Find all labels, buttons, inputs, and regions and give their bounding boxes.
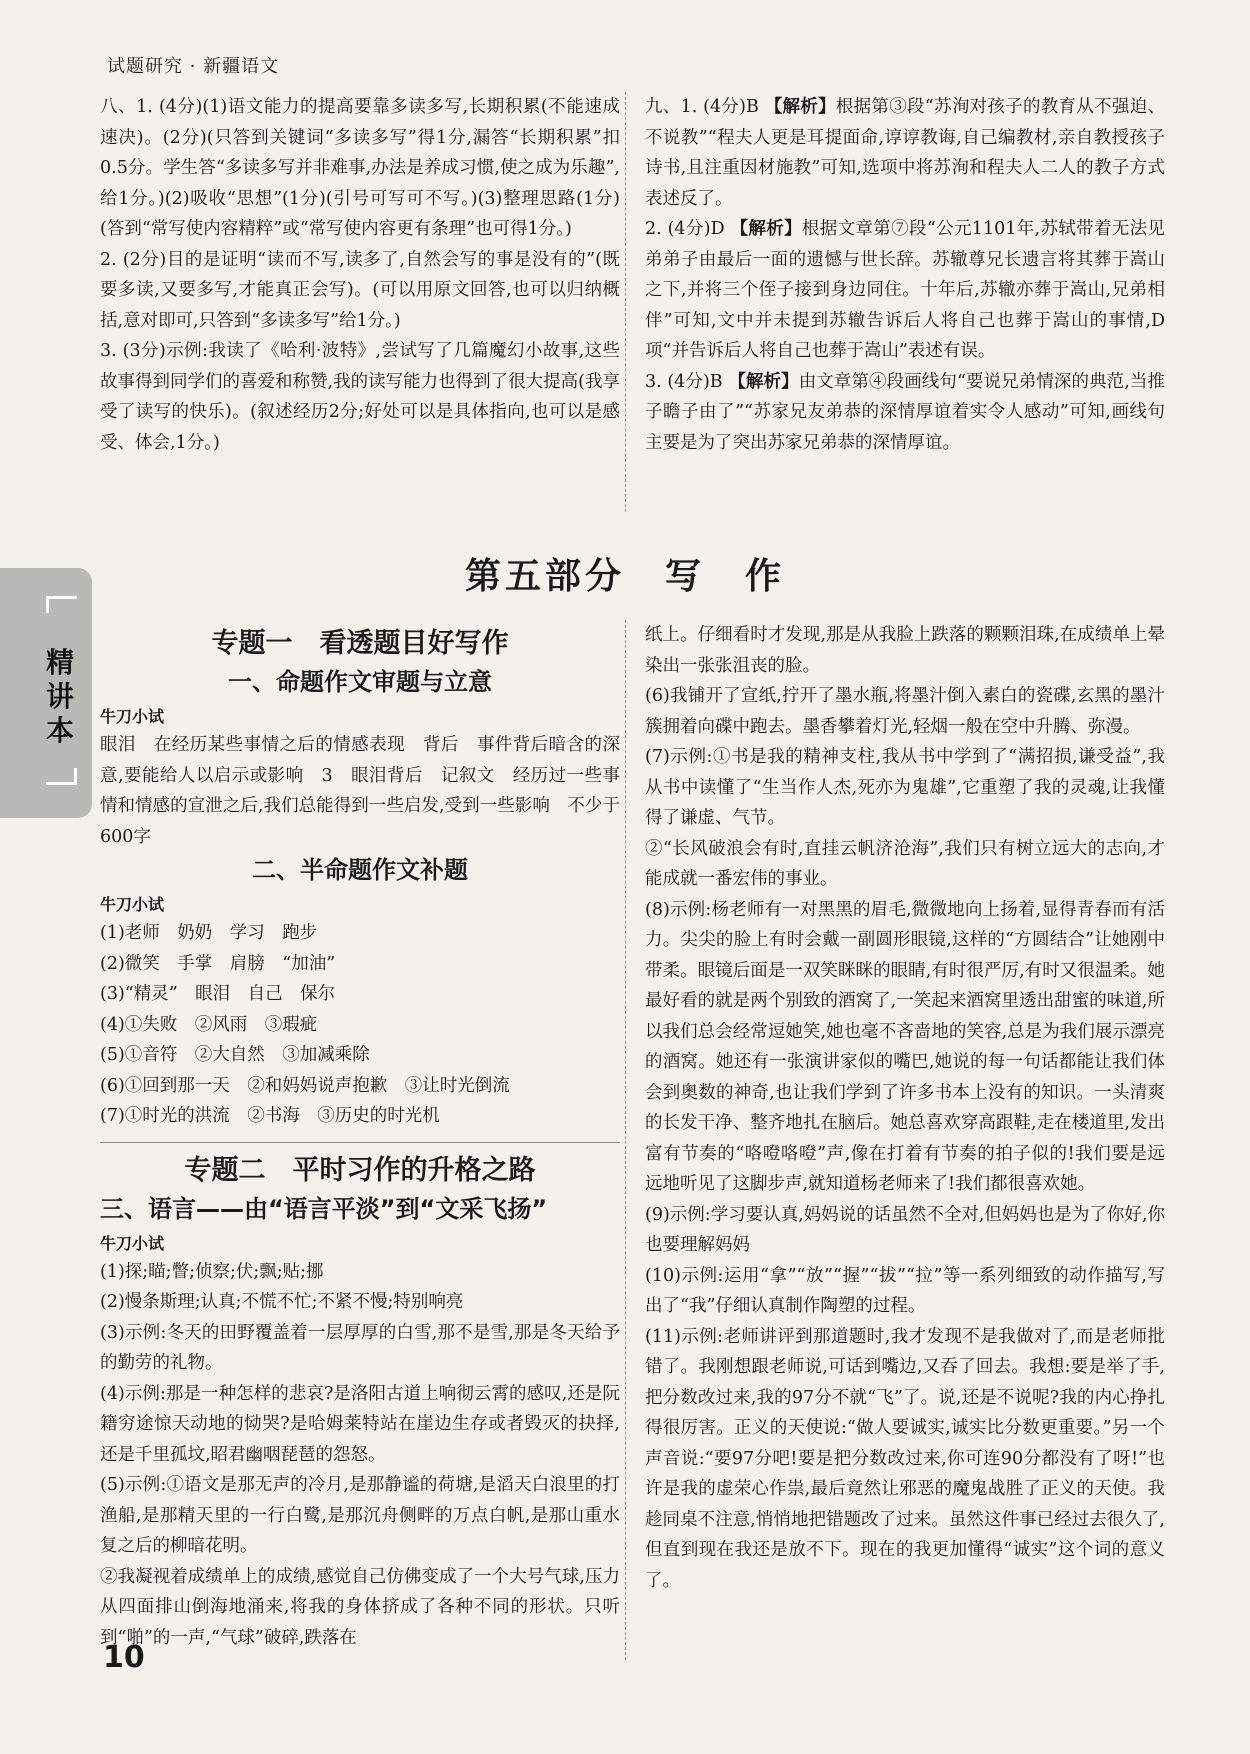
answer-8-1: 八、1. (4分)(1)语文能力的提高要靠多读多写,长期积累(不能速成速决)。(2分)(只答到关键词“多读多写”得1分,漏答“长期积累”扣0.5分。学生答“多读多写并非难事,办法是养成习惯,使之成为乐趣”,给1分。)(2)吸收“思想”(1分)(引号可写可不写。)(3)整理思路(1分)(答到“常写使内容精粹”或“常写使内容更有条理”也可得1分。) xyxy=(100,97,620,239)
answer-item: (10)示例:运用“拿”“放”“握”“拔”“拉”等一系列细致的动作描写,写出了“我”仔细认真制作陶塑的过程。 xyxy=(645,1265,1165,1316)
answers-section-8 xyxy=(100,92,620,458)
answer-item: (9)示例:学习要认真,妈妈说的话虽然不全对,但妈妈也是为了你好,你也要理解妈妈 xyxy=(645,1204,1165,1255)
answer-item: (6)我铺开了宣纸,拧开了墨水瓶,将墨汁倒入素白的瓷碟,玄黑的墨汁簇拥着向碟中跑去。墨香攀着灯光,轻烟一般在空中升腾、弥漫。 xyxy=(645,686,1165,737)
side-tab xyxy=(0,568,92,818)
writing-left-column xyxy=(100,620,620,1653)
answer-item: (11)示例:老师讲评到那道题时,我才发现不是我做对了,而是老师批错了。我刚想跟老师说,可话到嘴边,又吞了回去。我想:要是举了手,把分数改过来,我的97分不就“飞”了。说,还是不说呢?我的内心挣扎得很厉害。正义的天使说:“做人要诚实,诚实比分数更重要。”另一个声音说:“要97分吧!要是把分数改过来,你可连90分都没有了呀!”也许是我的虚荣心作祟,最后竟然让邪恶的魔鬼战胜了正义的天使。我趁同桌不注意,悄悄地把错题改了过来。虽然这件事已经过去很久了,但直到现在我还是放不下。现在的我更加懂得“诚实”这个词的意义了。 xyxy=(645,1326,1165,1591)
tab-bracket-top xyxy=(46,596,77,613)
practice-label: 牛刀小试 xyxy=(100,707,165,726)
sub2-item: (4)①失败 ②风雨 ③瑕疵 xyxy=(100,1014,318,1035)
sub2-item: (7)①时光的洪流 ②书海 ③历史的时光机 xyxy=(100,1106,440,1126)
answer-item: (8)示例:杨老师有一对黑黑的眉毛,微微地向上扬着,显得青春而有活力。尖尖的脸上有时会戴一副圆形眼镜,这样的“方圆结合”让她刚中带柔。眼镜后面是一双笑眯眯的眼睛,有时很严厉,有时又很温柔。她最好看的就是两个别致的酒窝了,一笑起来酒窝里透出甜蜜的味道,所以我们总会经常逗她笑,她也毫不吝啬地的笑容,总是为我们展示漂亮的酒窝。她还有一张演讲家似的嘴巴,她说的每一句话都能让我们体会到奥数的神奇,也让我们学到了许多书本上没有的知识。一头清爽的长发干净、整齐地扎在脑后。她总喜欢穿高跟鞋,走在楼道里,发出富有节奏的“咯噔咯噔”声,像在打着有节奏的拍子似的!我们要是远远地听见了这脚步声,就知道杨老师来了!我们都很喜欢她。 xyxy=(645,899,1165,1194)
sub3-item: (5)示例:①语文是那无声的冷月,是那静谧的荷塘,是滔天白浪里的打渔船,是那精天里的一行白鹭,是那沉舟侧畔的万点白帆,是那山重水复之后的柳暗花明。 xyxy=(100,1475,620,1556)
sub3-item: (2)慢条斯理;认真;不慌不忙;不紧不慢;特别响亮 xyxy=(100,1292,464,1312)
column-divider-top xyxy=(625,92,626,512)
topic-2-subtitle: 三、语言——由“语言平淡”到“文采飞扬” xyxy=(100,1194,548,1223)
page-header: 试题研究 · 新疆语文 xyxy=(107,56,280,77)
answer-9-3: 3. (4分)B 【解析】由文章第④段画线句“要说兄弟情深的典范,当推子瞻子由了”“苏家兄友弟恭的深情厚谊着实令人感动”可知,画线句主要是为了突出苏家兄弟恭的深情厚谊。 xyxy=(645,371,1166,453)
topic-1-title: 专题一 看透题目好写作 xyxy=(211,628,509,659)
sub2-item: (1)老师 奶奶 学习 跑步 xyxy=(100,923,318,943)
sub3-item: ②我凝视着成绩单上的成绩,感觉自己仿佛变成了一个大号气球,压力从四面排山倒海地涌来,将我的身体挤成了各种不同的形状。只听到“啪”的一声,“气球”破碎,跌落在 xyxy=(100,1566,620,1648)
sub1-answer: 眼泪 在经历某些事情之后的情感表现 背后 事件背后暗含的深意,要能给人以启示或影响 3 眼泪背后 记叙文 经历过一些事情和情感的宣泄之后,我们总能得到一些启发,受到一些影响 不少于600字 xyxy=(100,735,620,847)
sub2-item: (2)微笑 手掌 肩膀 “加油” xyxy=(100,953,336,974)
answers-section-9 xyxy=(645,92,1165,458)
tab-bracket-bottom xyxy=(46,768,77,785)
sub3-item: (3)示例:冬天的田野覆盖着一层厚厚的白雪,那不是雪,那是冬天给予的勤劳的礼物。 xyxy=(100,1322,620,1373)
continued-text: 纸上。仔细看时才发现,那是从我脸上跌落的颗颗泪珠,在成绩单上晕染出一张张沮丧的脸。 xyxy=(645,625,1165,676)
topic-divider xyxy=(100,1142,620,1143)
sub2-item: (5)①音符 ②大自然 ③加减乘除 xyxy=(100,1045,370,1065)
topic-1-subtitle-2: 二、半命题作文补题 xyxy=(252,856,468,884)
topic-1-subtitle-1: 一、命题作文审题与立意 xyxy=(228,668,492,696)
topic-2-title: 专题二 平时习作的升格之路 xyxy=(184,1154,536,1186)
sub2-item: (6)①回到那一天 ②和妈妈说声抱歉 ③让时光倒流 xyxy=(100,1075,510,1096)
sub2-item: (3)“精灵” 眼泪 自己 保尔 xyxy=(100,984,336,1004)
page-number: 10 xyxy=(103,1640,145,1675)
answer-8-3: 3. (3分)示例:我读了《哈利·波特》,尝试写了几篇魔幻小故事,这些故事得到同学们的喜爱和称赞,我的读写能力也得到了很大提高(我享受了读写的快乐)。(叙述经历2分;好处可以是具体指向,也可以是感受、体会,1分。) xyxy=(100,341,620,453)
practice-label: 牛刀小试 xyxy=(100,1233,165,1253)
answer-item: ②“长风破浪会有时,直挂云帆济沧海”,我们只有树立远大的志向,才能成就一番宏伟的事业。 xyxy=(645,838,1165,889)
practice-label: 牛刀小试 xyxy=(100,895,165,914)
writing-right-column xyxy=(645,620,1165,1596)
sub3-item: (4)示例:那是一种怎样的悲哀?是洛阳古道上响彻云霄的感叹,还是阮籍穷途惊天动地的恸哭?是哈姆莱特站在崖边生存或者毁灭的抉择,还是千里孤坟,昭君幽咽琵琶的怨怒。 xyxy=(100,1383,620,1465)
answer-9-1: 九、1. (4分)B 【解析】根据第③段“苏洵对孩子的教育从不强迫、不说教”“程夫人更是耳提面命,谆谆教诲,自己编教材,亲自教授孩子诗书,且注重因材施教”可知,选项中将苏洵和程夫人二人的教子方式表述反了。 xyxy=(645,97,1165,209)
sub3-item: (1)探;瞄;瞥;侦察;伏;飘;贴;挪 xyxy=(100,1261,324,1282)
side-tab-label: 精 讲 本 xyxy=(45,646,74,747)
answer-9-2: 2. (4分)D 【解析】根据文章第⑦段“公元1101年,苏轼带着无法见弟弟子由最后一面的遗憾与世长辞。苏辙尊兄长遗言将其葬于嵩山之下,并将三个侄子接到身边同住。十年后,苏辙亦葬于嵩山,兄弟相伴”可知,文中并未提到苏辙告诉后人将自己也葬于嵩山的事情,D项“并告诉后人将自己也葬于嵩山”表述有误。 xyxy=(645,219,1166,361)
answer-item: (7)示例:①书是我的精神支柱,我从书中学到了“满招损,谦受益”,我从书中读懂了“生当作人杰,死亦为鬼雄”,它重塑了我的灵魂,让我懂得了谦虚、气节。 xyxy=(645,747,1165,828)
column-divider-bottom xyxy=(625,620,626,1660)
part-five-title: 第五部分 写 作 xyxy=(464,556,785,597)
answer-8-2: 2. (2分)目的是证明“读而不写,读多了,自然会写的事是没有的”(既要多读,又要多写,才能真正会写)。(可以用原文回答,也可以归纳概括,意对即可,只答到“多读多写”给1分。) xyxy=(100,249,620,331)
